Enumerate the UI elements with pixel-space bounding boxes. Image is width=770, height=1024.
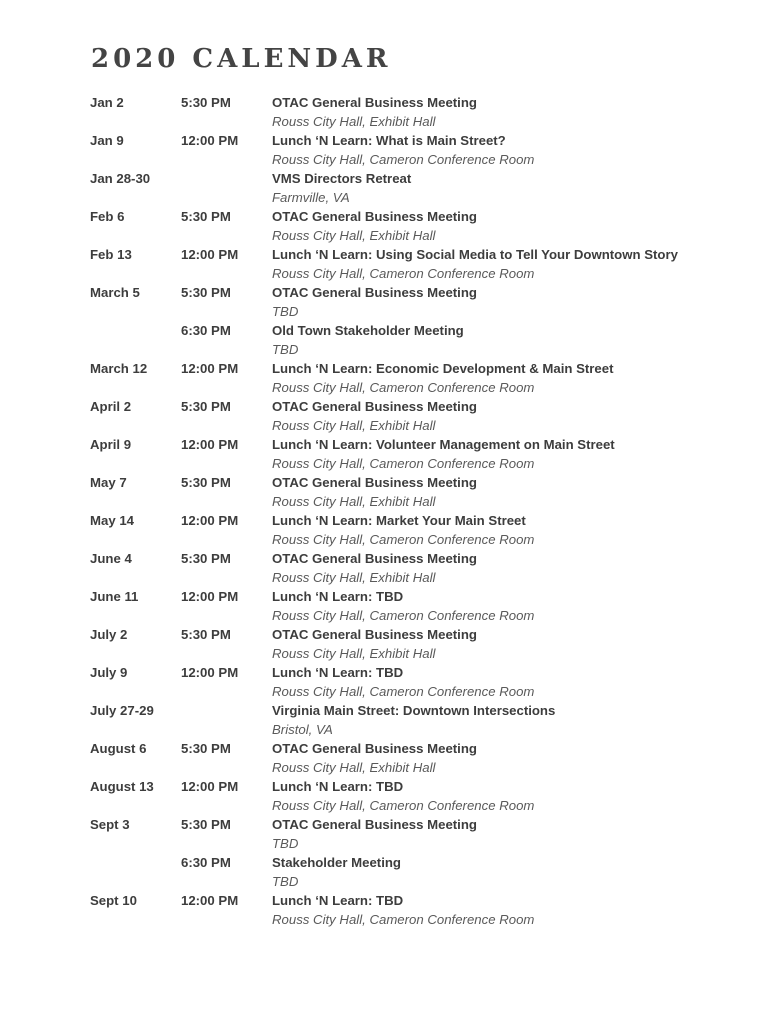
event-date bbox=[90, 853, 181, 891]
page-title: 2020 CALENDAR bbox=[91, 44, 392, 74]
event-date: March 12 bbox=[90, 361, 148, 376]
event-time: 12:00 PM bbox=[181, 437, 239, 452]
event-time: 5:30 PM bbox=[181, 209, 231, 224]
event-row bbox=[90, 511, 730, 549]
event-row bbox=[90, 739, 730, 777]
event-details bbox=[272, 245, 730, 283]
event-location: TBD bbox=[272, 874, 299, 889]
event-date: March 5 bbox=[90, 285, 140, 300]
event-location: Rouss City Hall, Exhibit Hall bbox=[272, 760, 436, 775]
event-time: 12:00 PM bbox=[181, 513, 239, 528]
event-details bbox=[272, 587, 730, 625]
event-title: OTAC General Business Meeting bbox=[272, 399, 477, 414]
event-details bbox=[272, 169, 730, 207]
event-location: Rouss City Hall, Exhibit Hall bbox=[272, 228, 436, 243]
event-time: 12:00 PM bbox=[181, 361, 239, 376]
event-title: Lunch ‘N Learn: TBD bbox=[272, 665, 404, 680]
event-row bbox=[90, 587, 730, 625]
event-time: 5:30 PM bbox=[181, 741, 231, 756]
event-details bbox=[272, 663, 730, 701]
event-row bbox=[90, 283, 730, 321]
event-location: Rouss City Hall, Cameron Conference Room bbox=[272, 152, 535, 167]
event-time: 5:30 PM bbox=[181, 627, 231, 642]
event-details bbox=[272, 93, 730, 131]
event-row bbox=[90, 473, 730, 511]
event-time: 12:00 PM bbox=[181, 665, 239, 680]
event-date: July 2 bbox=[90, 627, 128, 642]
event-time: 12:00 PM bbox=[181, 779, 239, 794]
event-title: Stakeholder Meeting bbox=[272, 855, 401, 870]
event-location: TBD bbox=[272, 836, 299, 851]
event-time: 5:30 PM bbox=[181, 399, 231, 414]
event-location: Rouss City Hall, Cameron Conference Room bbox=[272, 456, 535, 471]
event-time: 5:30 PM bbox=[181, 475, 231, 490]
event-details bbox=[272, 739, 730, 777]
event-title: OTAC General Business Meeting bbox=[272, 209, 477, 224]
event-date: Sept 3 bbox=[90, 817, 130, 832]
event-row bbox=[90, 625, 730, 663]
event-date: April 2 bbox=[90, 399, 132, 414]
event-details bbox=[272, 131, 730, 169]
event-time bbox=[181, 701, 272, 739]
event-location: Rouss City Hall, Cameron Conference Room bbox=[272, 266, 535, 281]
event-row bbox=[90, 359, 730, 397]
event-details bbox=[272, 321, 730, 359]
event-row bbox=[90, 397, 730, 435]
event-location: Rouss City Hall, Cameron Conference Room bbox=[272, 798, 535, 813]
event-location: Bristol, VA bbox=[272, 722, 333, 737]
event-time: 5:30 PM bbox=[181, 551, 231, 566]
event-title: Lunch ‘N Learn: Volunteer Management on Main Street bbox=[272, 437, 615, 452]
event-title: OTAC General Business Meeting bbox=[272, 741, 477, 756]
event-time: 5:30 PM bbox=[181, 95, 231, 110]
event-date: Feb 13 bbox=[90, 247, 132, 262]
event-details bbox=[272, 511, 730, 549]
event-row bbox=[90, 245, 730, 283]
event-row bbox=[90, 207, 730, 245]
event-location: Rouss City Hall, Exhibit Hall bbox=[272, 114, 436, 129]
event-time bbox=[181, 169, 272, 207]
event-row bbox=[90, 815, 730, 853]
event-row bbox=[90, 169, 730, 207]
event-date: July 27-29 bbox=[90, 703, 154, 718]
event-details bbox=[272, 815, 730, 853]
event-date: May 7 bbox=[90, 475, 127, 490]
event-row bbox=[90, 777, 730, 815]
event-location: Rouss City Hall, Cameron Conference Room bbox=[272, 532, 535, 547]
event-row bbox=[90, 701, 730, 739]
event-title: OTAC General Business Meeting bbox=[272, 95, 477, 110]
event-details bbox=[272, 777, 730, 815]
event-title: Lunch ‘N Learn: What is Main Street? bbox=[272, 133, 506, 148]
event-title: Virginia Main Street: Downtown Intersections bbox=[272, 703, 556, 718]
event-location: Rouss City Hall, Cameron Conference Room bbox=[272, 912, 535, 927]
event-date: Feb 6 bbox=[90, 209, 125, 224]
event-date: July 9 bbox=[90, 665, 128, 680]
event-date: June 11 bbox=[90, 589, 139, 604]
event-details bbox=[272, 549, 730, 587]
event-row bbox=[90, 435, 730, 473]
event-title: Lunch ‘N Learn: TBD bbox=[272, 893, 404, 908]
event-time: 5:30 PM bbox=[181, 285, 231, 300]
event-location: Rouss City Hall, Cameron Conference Room bbox=[272, 608, 535, 623]
event-row bbox=[90, 663, 730, 701]
event-title: Lunch ‘N Learn: Economic Development & Main Street bbox=[272, 361, 614, 376]
event-title: OTAC General Business Meeting bbox=[272, 475, 477, 490]
event-date: Jan 28-30 bbox=[90, 171, 151, 186]
event-details bbox=[272, 283, 730, 321]
event-date: Sept 10 bbox=[90, 893, 137, 908]
event-title: Lunch ‘N Learn: Using Social Media to Tell Your Downtown Story bbox=[272, 247, 678, 262]
event-location: Rouss City Hall, Exhibit Hall bbox=[272, 418, 436, 433]
event-time: 6:30 PM bbox=[181, 855, 231, 870]
event-title: Lunch ‘N Learn: Market Your Main Street bbox=[272, 513, 526, 528]
event-location: Rouss City Hall, Exhibit Hall bbox=[272, 494, 436, 509]
event-details bbox=[272, 473, 730, 511]
event-time: 6:30 PM bbox=[181, 323, 231, 338]
event-details bbox=[272, 625, 730, 663]
event-location: Farmville, VA bbox=[272, 190, 350, 205]
event-title: Lunch ‘N Learn: TBD bbox=[272, 779, 404, 794]
event-title: Lunch ‘N Learn: TBD bbox=[272, 589, 404, 604]
event-title: OTAC General Business Meeting bbox=[272, 627, 477, 642]
event-location: Rouss City Hall, Cameron Conference Room bbox=[272, 380, 535, 395]
event-time: 12:00 PM bbox=[181, 893, 239, 908]
event-date: August 6 bbox=[90, 741, 147, 756]
event-row bbox=[90, 891, 730, 929]
event-row bbox=[90, 131, 730, 169]
event-details bbox=[272, 853, 730, 891]
event-title: VMS Directors Retreat bbox=[272, 171, 412, 186]
event-details bbox=[272, 207, 730, 245]
event-details bbox=[272, 359, 730, 397]
event-details bbox=[272, 891, 730, 929]
event-title: OTAC General Business Meeting bbox=[272, 285, 477, 300]
event-date: April 9 bbox=[90, 437, 132, 452]
event-list bbox=[90, 93, 730, 929]
event-time: 12:00 PM bbox=[181, 133, 239, 148]
event-date: Jan 9 bbox=[90, 133, 124, 148]
event-location: TBD bbox=[272, 342, 299, 357]
event-date: May 14 bbox=[90, 513, 134, 528]
event-row bbox=[90, 549, 730, 587]
event-date bbox=[90, 321, 181, 359]
event-details bbox=[272, 397, 730, 435]
event-time: 5:30 PM bbox=[181, 817, 231, 832]
event-date: Jan 2 bbox=[90, 95, 124, 110]
event-time: 12:00 PM bbox=[181, 247, 239, 262]
event-row bbox=[90, 321, 730, 359]
event-location: Rouss City Hall, Exhibit Hall bbox=[272, 570, 436, 585]
event-location: Rouss City Hall, Cameron Conference Room bbox=[272, 684, 535, 699]
event-location: TBD bbox=[272, 304, 299, 319]
event-details bbox=[272, 701, 730, 739]
event-title: Old Town Stakeholder Meeting bbox=[272, 323, 464, 338]
event-row bbox=[90, 93, 730, 131]
event-date: June 4 bbox=[90, 551, 132, 566]
event-title: OTAC General Business Meeting bbox=[272, 551, 477, 566]
event-date: August 13 bbox=[90, 779, 154, 794]
event-details bbox=[272, 435, 730, 473]
event-location: Rouss City Hall, Exhibit Hall bbox=[272, 646, 436, 661]
event-title: OTAC General Business Meeting bbox=[272, 817, 477, 832]
event-row bbox=[90, 853, 730, 891]
event-time: 12:00 PM bbox=[181, 589, 239, 604]
